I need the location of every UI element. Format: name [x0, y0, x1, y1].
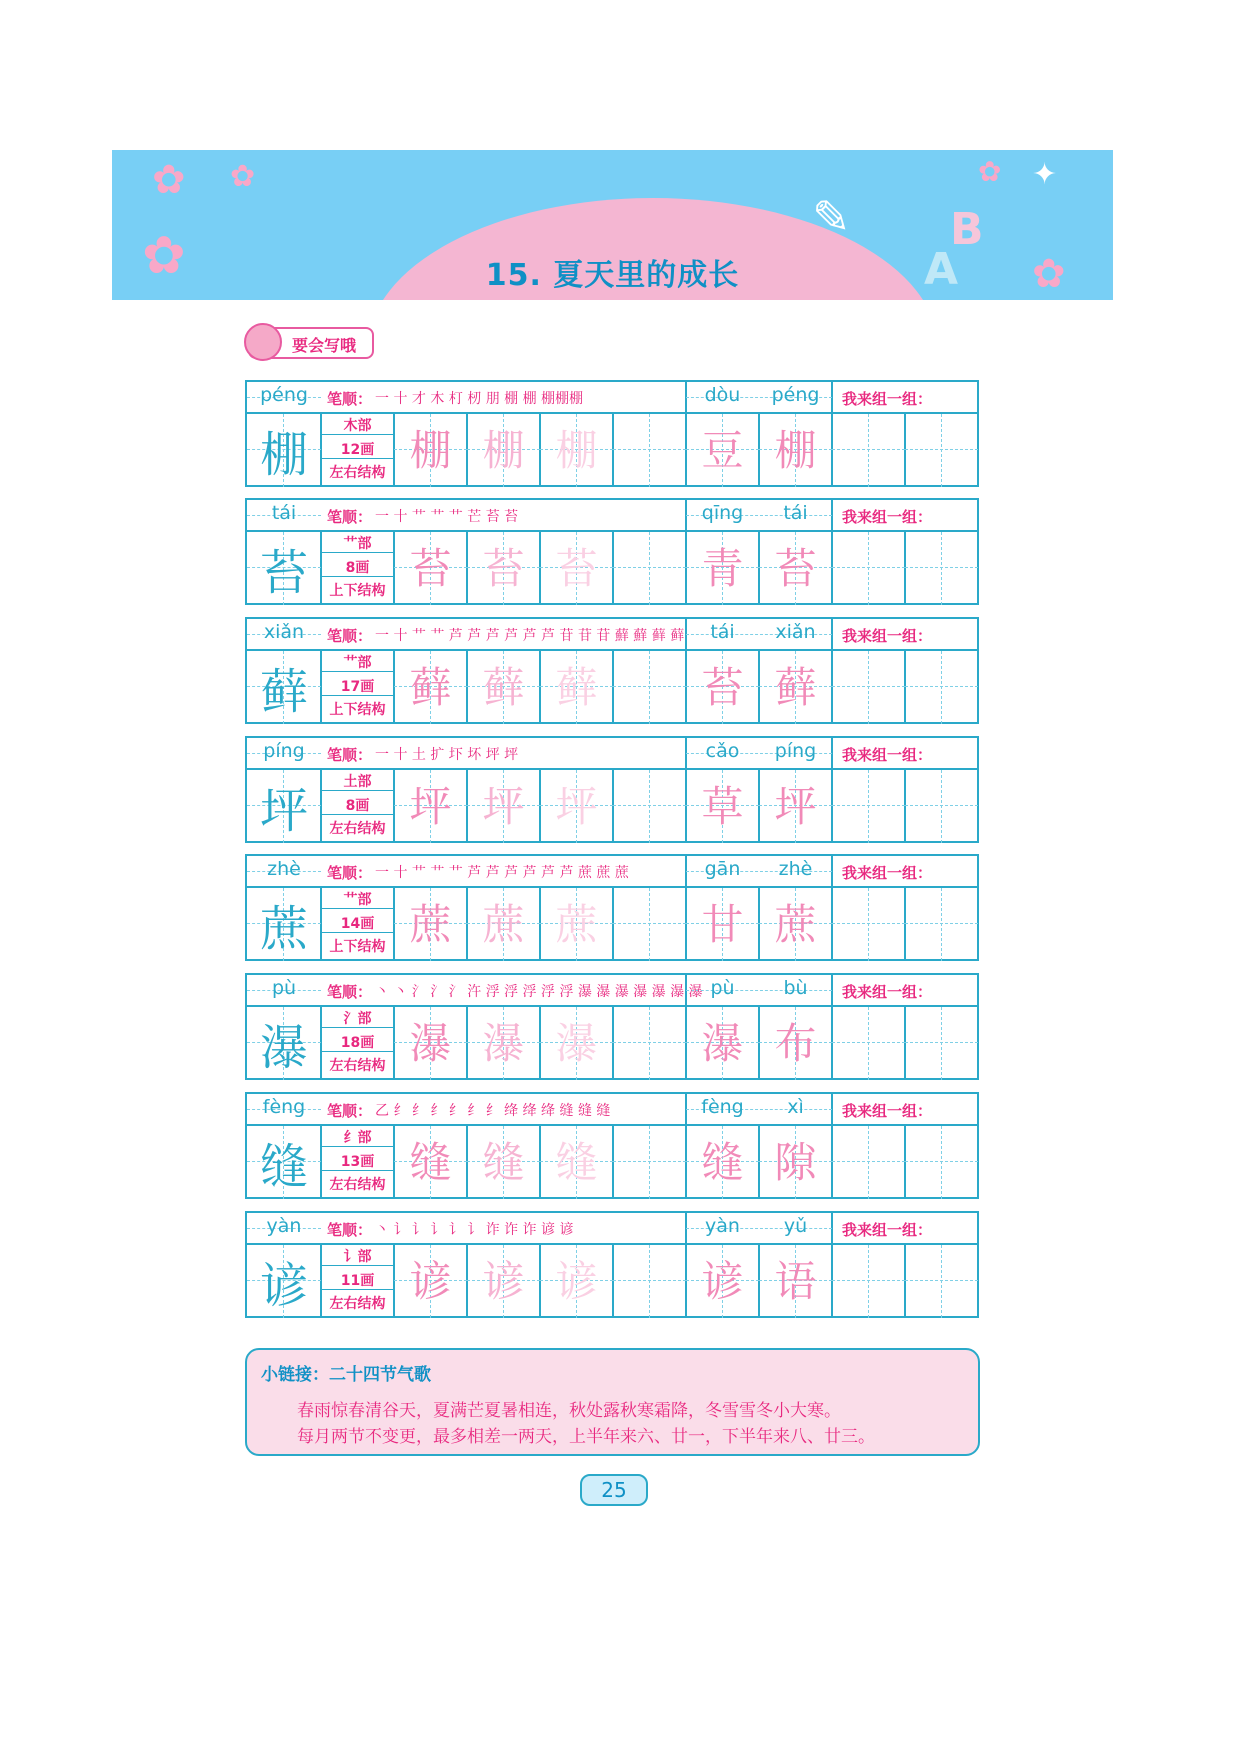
grid-dash	[868, 651, 869, 724]
word-char: 豆	[701, 426, 744, 475]
trace-char: 苔	[409, 544, 452, 593]
char-structure: 上下结构	[329, 939, 386, 955]
grid-dash	[941, 1007, 942, 1080]
grid-dash	[941, 532, 942, 605]
word-pinyin: dòu	[704, 384, 741, 406]
grid-line	[321, 1265, 394, 1266]
grid-dash	[649, 1126, 650, 1199]
word-pinyin: pù	[710, 977, 735, 999]
stroke-order: 一 十 才 木 朾 杒 朋 棚 棚 棚棚棚	[375, 391, 584, 407]
grid-dash	[649, 532, 650, 605]
word-char: 布	[774, 1019, 817, 1068]
char-radical: 氵部	[343, 1011, 372, 1027]
grid-dash	[649, 1245, 650, 1318]
char-structure: 左右结构	[329, 465, 386, 481]
word-pinyin: fèng	[701, 1096, 744, 1118]
trace-char: 棚	[555, 426, 598, 475]
word-char: 苔	[701, 663, 744, 712]
stroke-order: 一 十 艹 艹 艹 芦 芦 芦 芦 芦 芦 蔗 蔗 蔗	[375, 865, 629, 881]
stroke-order-label: 笔顺：	[327, 508, 373, 526]
char-radical: 土部	[343, 774, 372, 790]
group-label: 我来组一组：	[842, 1221, 933, 1239]
grid-dash	[649, 1007, 650, 1080]
trace-char: 蔗	[555, 900, 598, 949]
practice-char: 谚	[259, 1258, 308, 1314]
stroke-order-label: 笔顺：	[327, 627, 373, 645]
word-pinyin: zhè	[778, 858, 813, 880]
grid-line	[321, 814, 394, 815]
word-pinyin: gān	[704, 858, 741, 880]
grid-dash	[868, 1245, 869, 1318]
char-structure: 左右结构	[329, 821, 386, 837]
char-pinyin: píng	[263, 740, 305, 762]
char-pinyin: fèng	[262, 1096, 306, 1118]
word-pinyin: yǔ	[783, 1215, 808, 1237]
grid-dash	[941, 651, 942, 724]
word-char: 语	[774, 1257, 817, 1306]
word-char: 苔	[774, 544, 817, 593]
practice-char: 苔	[259, 545, 308, 601]
word-char: 蔗	[774, 900, 817, 949]
trace-char: 棚	[482, 426, 525, 475]
grid-dash	[868, 1126, 869, 1199]
page-number: 25	[580, 1474, 648, 1506]
char-radical: 艹部	[343, 655, 372, 671]
char-strokes: 18画	[340, 1035, 375, 1051]
word-char: 甘	[701, 900, 744, 949]
stroke-order-label: 笔顺：	[327, 1102, 373, 1120]
grid-line	[321, 932, 394, 933]
page-title: 15. 夏天里的成长	[485, 258, 740, 293]
word-pinyin: xiǎn	[775, 621, 816, 643]
grid-dash	[649, 770, 650, 843]
char-row	[245, 973, 979, 1080]
grid-dash	[868, 770, 869, 843]
word-pinyin: qīng	[701, 502, 744, 524]
char-pinyin: xiǎn	[263, 621, 305, 643]
word-char: 缝	[701, 1138, 744, 1187]
trace-char: 藓	[409, 663, 452, 712]
group-label: 我来组一组：	[842, 746, 933, 764]
char-pinyin: péng	[260, 384, 308, 406]
char-structure: 左右结构	[329, 1177, 386, 1193]
char-pinyin: zhè	[267, 858, 301, 880]
grid-dash	[868, 532, 869, 605]
link-box	[245, 1348, 980, 1456]
word-pinyin: tái	[783, 502, 808, 524]
grid-dash	[868, 414, 869, 487]
char-structure: 上下结构	[329, 583, 386, 599]
stroke-order-label: 笔顺：	[327, 1221, 373, 1239]
char-radical: 讠部	[343, 1249, 372, 1265]
trace-char: 苔	[482, 544, 525, 593]
trace-char: 瀑	[555, 1019, 598, 1068]
grid-line	[321, 1051, 394, 1052]
char-pinyin: pù	[271, 977, 297, 999]
word-char: 藓	[774, 663, 817, 712]
practice-char: 藓	[259, 664, 308, 720]
word-char: 棚	[774, 426, 817, 475]
word-char: 坪	[774, 782, 817, 831]
grid-dash	[941, 888, 942, 961]
trace-char: 棚	[409, 426, 452, 475]
practice-char: 坪	[259, 783, 308, 839]
grid-line	[321, 1289, 394, 1290]
grid-line	[321, 671, 394, 672]
practice-char: 缝	[259, 1139, 308, 1195]
grid-line	[321, 790, 394, 791]
char-structure: 上下结构	[329, 702, 386, 718]
poem-line: 每月两节不变更，最多相差一两天，上半年来六、廿一，下半年来八、廿三。	[297, 1427, 875, 1447]
trace-char: 瀑	[482, 1019, 525, 1068]
flower-icon: ✿	[230, 159, 256, 194]
letter-a-icon: A	[924, 244, 959, 295]
stroke-order: 一 十 艹 艹 芦 芦 芦 芦 芦 芦 苷 苷 苷 蘚 蘚 藓 藓	[375, 628, 685, 644]
word-char: 草	[701, 782, 744, 831]
char-strokes: 8画	[345, 560, 370, 576]
char-structure: 左右结构	[329, 1058, 386, 1074]
trace-char: 缝	[482, 1138, 525, 1187]
char-row	[245, 498, 979, 605]
char-row	[245, 736, 979, 843]
group-label: 我来组一组：	[842, 1102, 933, 1120]
grid-line	[321, 576, 394, 577]
flower-icon: ✿	[978, 155, 1002, 188]
sparkle-icon: ✦	[1032, 157, 1058, 192]
char-strokes: 17画	[340, 679, 375, 695]
trace-char: 谚	[482, 1257, 525, 1306]
practice-char: 棚	[259, 427, 308, 483]
word-pinyin: píng	[774, 740, 817, 762]
char-strokes: 13画	[340, 1154, 375, 1170]
char-radical: 艹部	[343, 892, 372, 908]
flower-icon: ✿	[152, 157, 186, 203]
word-pinyin: bù	[783, 977, 808, 999]
grid-dash	[941, 1245, 942, 1318]
char-row	[245, 380, 979, 487]
letter-b-icon: B	[950, 204, 984, 255]
grid-dash	[649, 888, 650, 961]
grid-dash	[941, 770, 942, 843]
section-tag	[248, 327, 374, 359]
title-banner	[112, 150, 1113, 300]
group-label: 我来组一组：	[842, 508, 933, 526]
char-row	[245, 1211, 979, 1318]
group-label: 我来组一组：	[842, 983, 933, 1001]
stroke-order: 丶 丶 氵 氵 氵 汻 浮 浮 浮 浮 浮 瀑 瀑 瀑 瀑 瀑 瀑 瀑	[375, 984, 703, 1000]
trace-char: 蔗	[482, 900, 525, 949]
trace-char: 坪	[409, 782, 452, 831]
word-pinyin: tái	[710, 621, 735, 643]
grid-dash	[868, 888, 869, 961]
grid-dash	[649, 414, 650, 487]
word-char: 谚	[701, 1257, 744, 1306]
char-row	[245, 617, 979, 724]
char-structure: 左右结构	[329, 1296, 386, 1312]
char-strokes: 12画	[340, 442, 375, 458]
grid-dash	[649, 651, 650, 724]
trace-char: 苔	[555, 544, 598, 593]
stroke-order: 一 十 土 扩 圷 坏 坪 坪	[375, 747, 519, 763]
word-pinyin: péng	[771, 384, 820, 406]
trace-char: 蔗	[409, 900, 452, 949]
trace-char: 藓	[555, 663, 598, 712]
word-pinyin: xì	[787, 1096, 804, 1118]
group-label: 我来组一组：	[842, 390, 933, 408]
char-radical: 纟部	[343, 1130, 372, 1146]
char-strokes: 14画	[340, 916, 375, 932]
group-label: 我来组一组：	[842, 627, 933, 645]
grid-dash	[941, 1126, 942, 1199]
trace-char: 谚	[555, 1257, 598, 1306]
stroke-order-label: 笔顺：	[327, 746, 373, 764]
flower-icon: ✿	[142, 226, 186, 286]
grid-dash	[868, 1007, 869, 1080]
word-char: 瀑	[701, 1019, 744, 1068]
grid-line	[321, 552, 394, 553]
grid-line	[321, 908, 394, 909]
grid-line	[321, 458, 394, 459]
word-pinyin: yàn	[705, 1215, 740, 1237]
word-pinyin: cǎo	[705, 740, 740, 762]
char-row	[245, 854, 979, 961]
trace-char: 谚	[409, 1257, 452, 1306]
stroke-order-label: 笔顺：	[327, 864, 373, 882]
char-row	[245, 1092, 979, 1199]
pencil-icon: ✎	[812, 190, 851, 244]
char-strokes: 8画	[345, 798, 370, 814]
trace-char: 坪	[555, 782, 598, 831]
practice-char: 瀑	[259, 1020, 308, 1076]
section-tag-label: 要会写哦	[292, 336, 357, 355]
char-pinyin: tái	[271, 502, 297, 524]
group-label: 我来组一组：	[842, 864, 933, 882]
grid-line	[321, 1170, 394, 1171]
trace-char: 缝	[555, 1138, 598, 1187]
grid-line	[321, 695, 394, 696]
stroke-order: 乙 纟 纟 纟 纟 纟 纟 绛 绛 绛 缝 缝 缝	[375, 1103, 611, 1119]
practice-char: 蔗	[259, 901, 308, 957]
trace-char: 瀑	[409, 1019, 452, 1068]
link-title: 小链接：二十四节气歌	[261, 1365, 431, 1385]
girl-face-icon	[244, 323, 282, 361]
trace-char: 缝	[409, 1138, 452, 1187]
grid-line	[321, 434, 394, 435]
char-radical: 木部	[343, 418, 372, 434]
word-char: 隙	[774, 1138, 817, 1187]
char-strokes: 11画	[340, 1273, 375, 1289]
stroke-order-label: 笔顺：	[327, 983, 373, 1001]
char-radical: 艹部	[343, 536, 372, 552]
word-char: 青	[701, 544, 744, 593]
poem-line: 春雨惊春清谷天，夏满芒夏暑相连，秋处露秋寒霜降，冬雪雪冬小大寒。	[297, 1401, 841, 1421]
stroke-order: 丶 讠 讠 讠 讠 讠 诈 诈 诈 谚 谚	[375, 1222, 574, 1238]
char-pinyin: yàn	[266, 1215, 302, 1237]
trace-char: 坪	[482, 782, 525, 831]
flower-icon: ✿	[1032, 251, 1066, 297]
stroke-order: 一 十 艹 艹 艹 芒 苔 苔	[375, 509, 519, 525]
grid-dash	[941, 414, 942, 487]
stroke-order-label: 笔顺：	[327, 390, 373, 408]
trace-char: 藓	[482, 663, 525, 712]
grid-line	[321, 1027, 394, 1028]
grid-line	[321, 1146, 394, 1147]
